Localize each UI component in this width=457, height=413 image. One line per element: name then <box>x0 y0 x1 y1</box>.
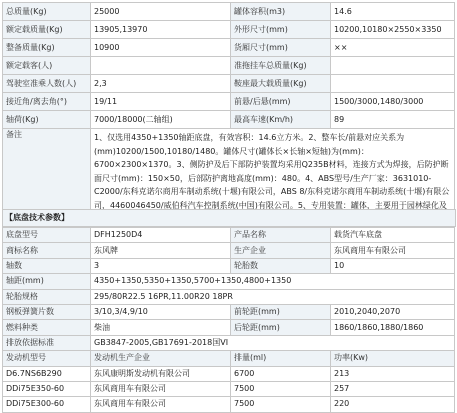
engine-header-model: 发动机型号 <box>3 351 91 366</box>
vehicle-spec-body <box>3 3 455 229</box>
spec-value: ×× <box>331 39 455 57</box>
spec-value: 2,3 <box>91 75 231 93</box>
engine-header-row <box>3 351 455 366</box>
chassis-value: 东风牌 <box>91 243 231 258</box>
spring-label: 钢板弹簧片数 <box>3 304 91 319</box>
spec-value: 10200,10180×2550×3350 <box>331 21 455 39</box>
spec-label: 前悬/后悬(mm) <box>231 93 331 111</box>
engine-header-displacement: 排量(ml) <box>231 351 331 366</box>
spec-label: 轴荷(Kg) <box>3 111 91 129</box>
spec-label: 总质量(Kg) <box>3 3 91 21</box>
engine-model: D6.7NS6B290 <box>3 366 91 381</box>
spec-value <box>331 57 455 75</box>
chassis-label: 生产企业 <box>231 243 331 258</box>
chassis-value: DFH1250D4 <box>91 228 231 243</box>
spec-value: 1500/3000,1480/3000 <box>331 93 455 111</box>
front-track-value: 2010,2040,2070 <box>331 304 455 319</box>
fuel-value: 柴油 <box>91 320 231 335</box>
fuel-label: 燃料种类 <box>3 320 91 335</box>
spec-row <box>3 21 455 39</box>
remark-label: 备注 <box>3 129 91 229</box>
vehicle-spec-table <box>2 2 455 229</box>
spec-row <box>3 93 455 111</box>
remark-text: 1、仅选用4350+1350轴距底盘，有效容积：14.6立方米。2、整车长/前悬对应关系为(mm)10200/1500,10180/1480。罐体尺寸(罐体长×长轴×短轴)为(mm)：6700×2300×1370。3、侧防护及后下部防护装置均采用Q235B材料，连接方式为焊接，后防护断面尺寸(mm)：150×50，后部防护离地高度(mm)：480。4、ABS型号/生产厂家：3631010-C2000/东科克诺尔商用车制动系统(十堰)有限公司，ABS 8/东科克诺尔商用车制动系统(十堰)有限公司，4460046450/威伯科汽车控制系统(中国)有限公司。5、专用装置：罐体，主要用于园林绿化及 <box>91 129 455 229</box>
chassis-label: 轮胎数 <box>231 258 331 273</box>
engine-row <box>3 397 455 412</box>
engine-displacement: 7500 <box>231 381 331 396</box>
spec-row <box>3 39 455 57</box>
chassis-value: 东风商用车有限公司 <box>331 243 455 258</box>
engine-power: 257 <box>331 381 455 396</box>
spring-value: 3/10,3/4,9/10 <box>91 304 231 319</box>
spec-label: 额定载客(人) <box>3 57 91 75</box>
spec-label: 额定载质量(Kg) <box>3 21 91 39</box>
wheelbase-label: 轴距(mm) <box>3 274 91 289</box>
spec-label: 最高车速(Km/h) <box>231 111 331 129</box>
spec-value: 14.6 <box>331 3 455 21</box>
engine-row <box>3 381 455 396</box>
engine-maker: 东风商用车有限公司 <box>91 397 231 412</box>
chassis-label: 商标名称 <box>3 243 91 258</box>
spec-value <box>331 75 455 93</box>
spec-label: 驾驶室准乘人数(人) <box>3 75 91 93</box>
rear-track-value: 1860/1860,1880/1860 <box>331 320 455 335</box>
engine-displacement: 6700 <box>231 366 331 381</box>
chassis-row <box>3 243 455 258</box>
engine-power: 213 <box>331 366 455 381</box>
engine-displacement: 7500 <box>231 397 331 412</box>
engine-maker: 东风商用车有限公司 <box>91 381 231 396</box>
chassis-spec-body <box>3 228 455 413</box>
engine-header-power: 功率(Kw) <box>331 351 455 366</box>
tire-row <box>3 289 455 304</box>
spec-value: 13905,13970 <box>91 21 231 39</box>
spec-label: 鞍座最大载质量(Kg) <box>231 75 331 93</box>
spec-value: 7000/18000(二轴组) <box>91 111 231 129</box>
spec-label: 接近角/离去角(°) <box>3 93 91 111</box>
front-track-label: 前轮距(mm) <box>231 304 331 319</box>
emission-value: GB3847-2005,GB17691-2018国VI <box>91 335 455 350</box>
tire-label: 轮胎规格 <box>3 289 91 304</box>
fuel-row <box>3 320 455 335</box>
engine-model: DDi75E300-60 <box>3 397 91 412</box>
spec-row <box>3 75 455 93</box>
engine-power: 220 <box>331 397 455 412</box>
spec-value: 10900 <box>91 39 231 57</box>
spec-label: 货厢尺寸(mm) <box>231 39 331 57</box>
chassis-row <box>3 258 455 273</box>
chassis-value: 3 <box>91 258 231 273</box>
tire-value: 295/80R22.5 16PR,11.00R20 18PR <box>91 289 455 304</box>
chassis-label: 产品名称 <box>231 228 331 243</box>
chassis-section-title: 【底盘技术参数】 <box>2 209 456 227</box>
chassis-spec-table <box>2 227 455 413</box>
spec-label: 准拖挂车总质量(Kg) <box>231 57 331 75</box>
rear-track-label: 后轮距(mm) <box>231 320 331 335</box>
spec-label: 外形尺寸(mm) <box>231 21 331 39</box>
spec-row <box>3 3 455 21</box>
spec-label: 整备质量(Kg) <box>3 39 91 57</box>
emission-label: 排放依据标准 <box>3 335 91 350</box>
spec-value <box>91 57 231 75</box>
spec-value: 25000 <box>91 3 231 21</box>
spec-label: 罐体容积(m3) <box>231 3 331 21</box>
engine-model: DDi75E350-60 <box>3 381 91 396</box>
spec-row <box>3 111 455 129</box>
spec-value: 19/11 <box>91 93 231 111</box>
wheelbase-value: 4350+1350,5350+1350,5700+1350,4800+1350 <box>91 274 455 289</box>
chassis-row <box>3 228 455 243</box>
chassis-value: 10 <box>331 258 455 273</box>
spring-row <box>3 304 455 319</box>
chassis-value: 载货汽车底盘 <box>331 228 455 243</box>
spec-value: 89 <box>331 111 455 129</box>
emission-row <box>3 335 455 350</box>
engine-header-maker: 发动机生产企业 <box>91 351 231 366</box>
spec-row <box>3 57 455 75</box>
wheelbase-row <box>3 274 455 289</box>
chassis-label: 底盘型号 <box>3 228 91 243</box>
engine-row <box>3 366 455 381</box>
engine-maker: 东风康明斯发动机有限公司 <box>91 366 231 381</box>
chassis-label: 轴数 <box>3 258 91 273</box>
